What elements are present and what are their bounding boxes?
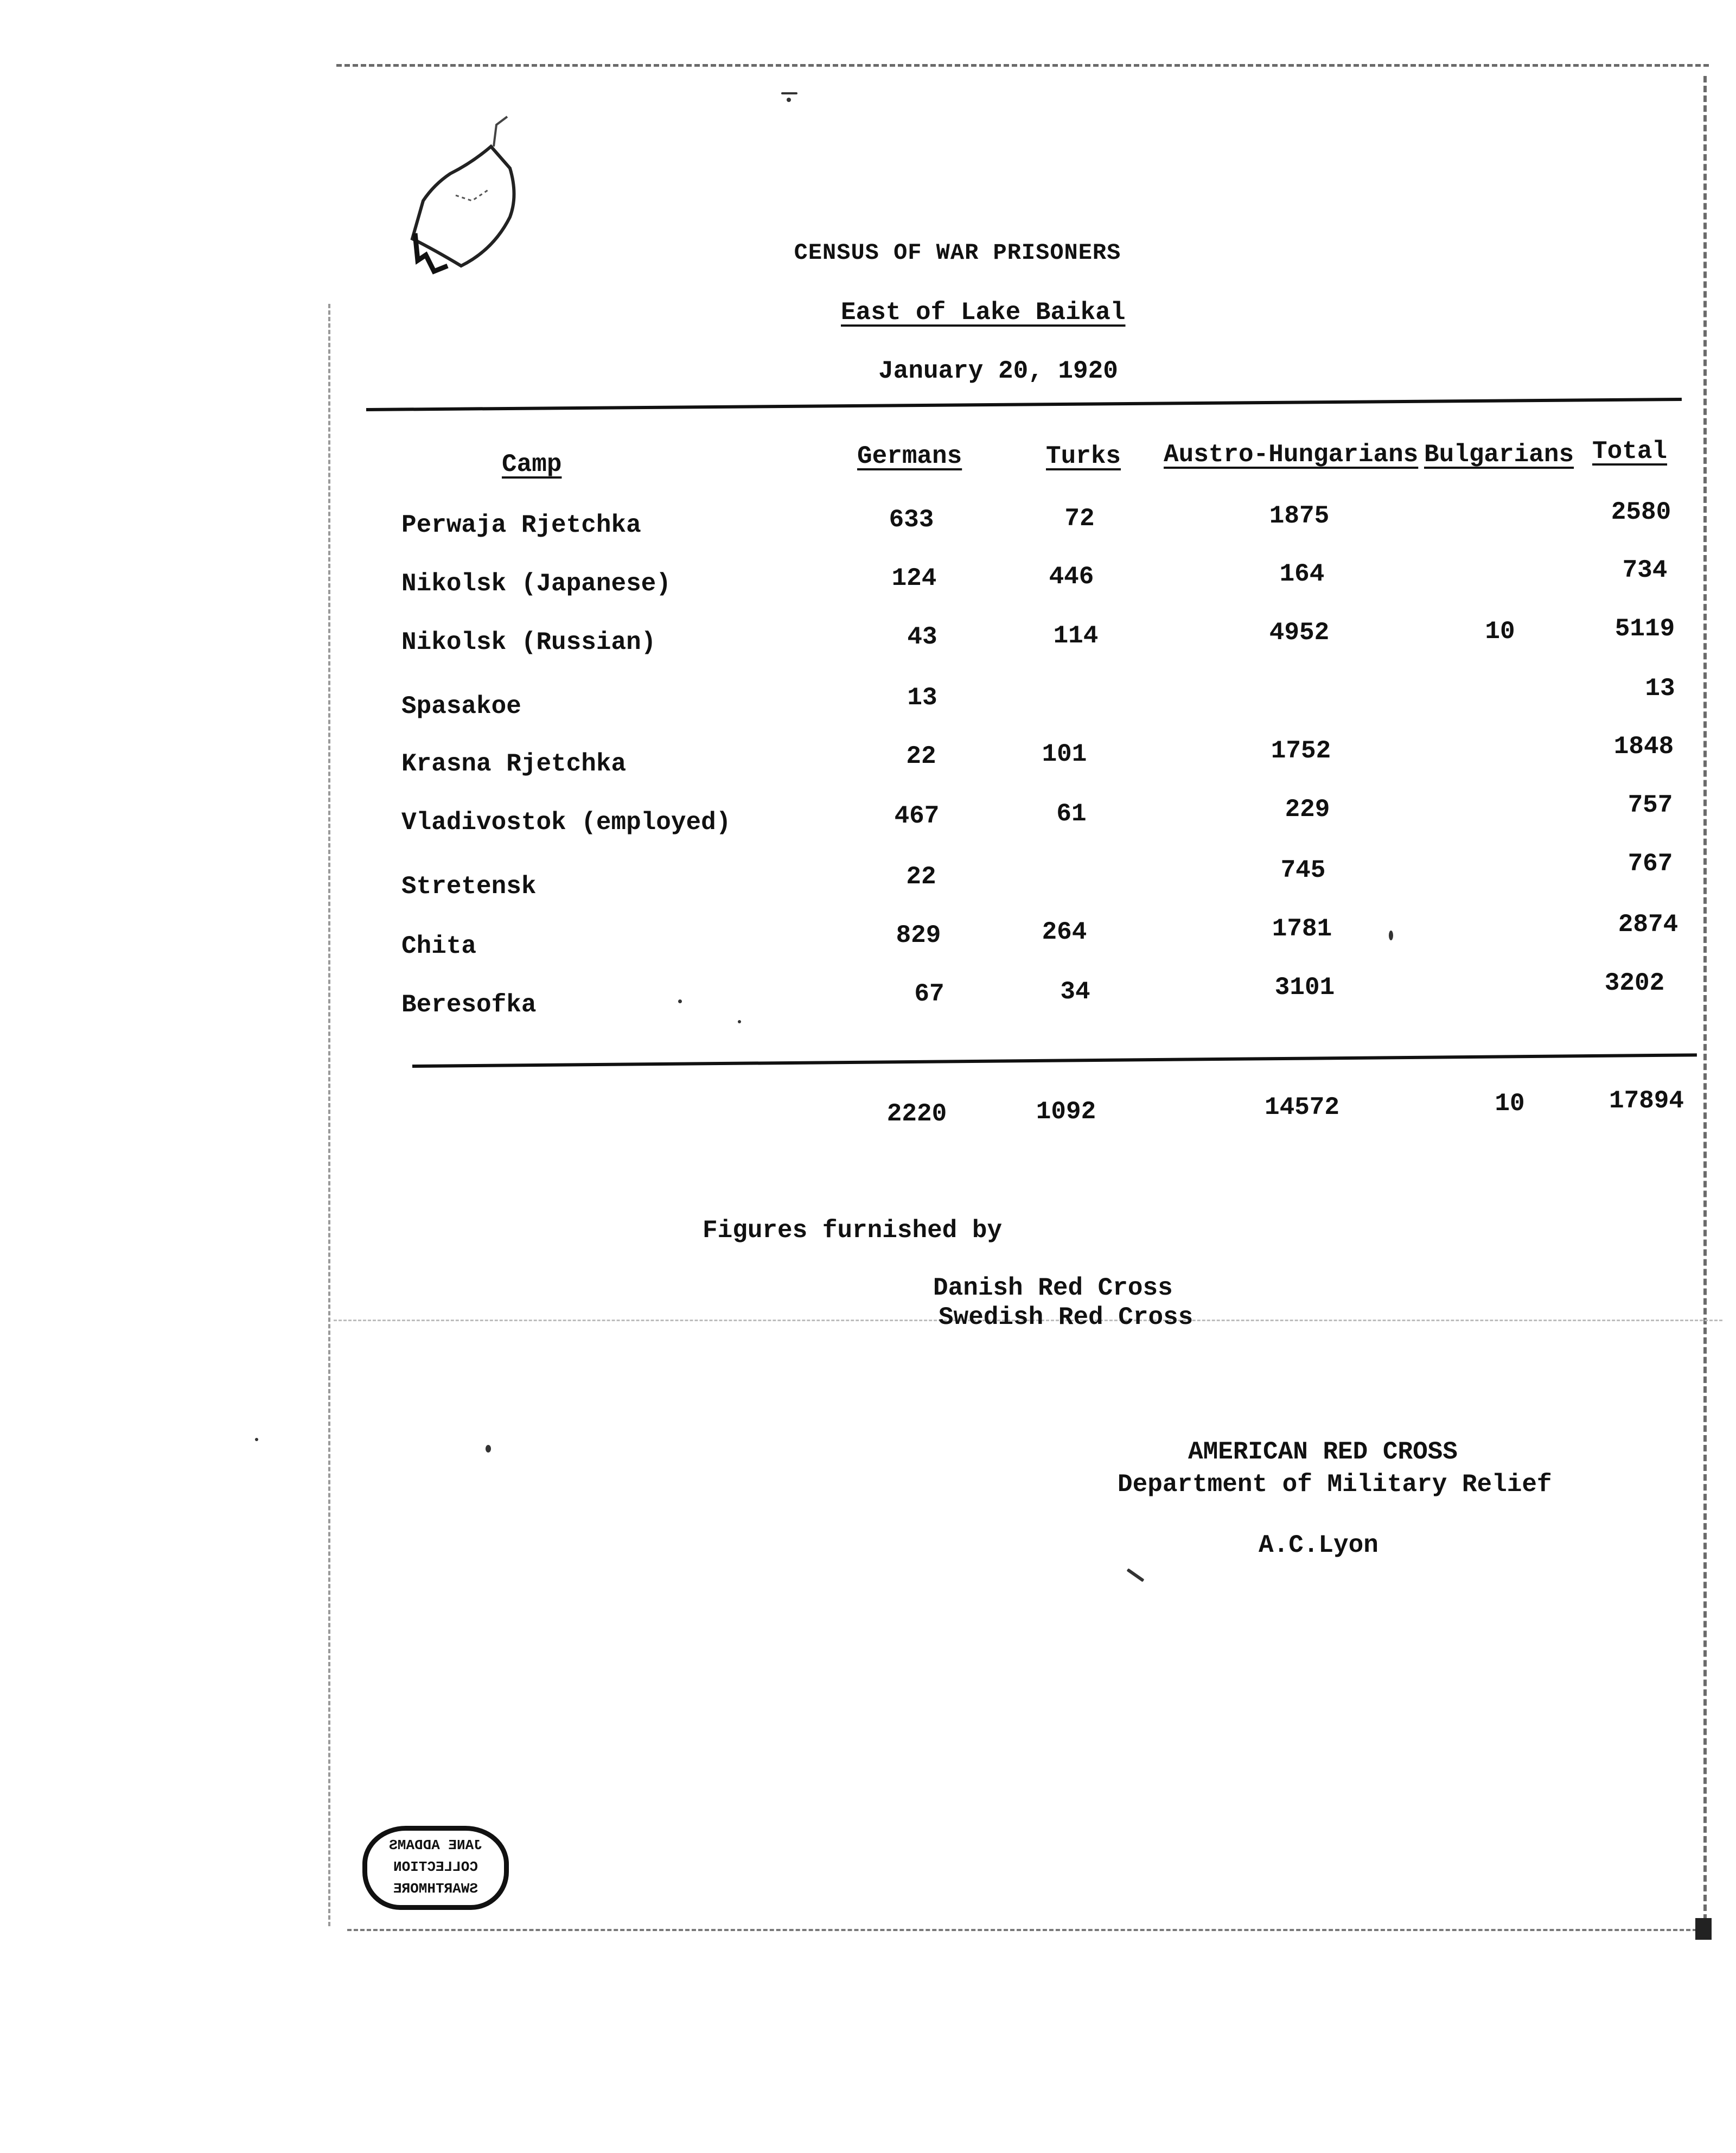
total-bulgarians: 10 [1495, 1090, 1525, 1118]
table-cell-turks: 114 [1053, 622, 1099, 650]
speck [486, 1445, 491, 1453]
table-cell-austro-hungarians: 1781 [1272, 915, 1332, 943]
speck [1127, 1568, 1145, 1582]
table-cell-austro-hungarians: 1875 [1269, 502, 1330, 530]
stamp-line: SWARTHMORE [393, 1881, 478, 1897]
table-cell-turks: 72 [1064, 505, 1095, 533]
table-cell-total: 2580 [1611, 498, 1671, 526]
table-cell-germans: 67 [914, 980, 944, 1008]
table-cell-total: 1848 [1613, 732, 1674, 761]
total-turks: 1092 [1036, 1098, 1096, 1126]
table-cell-turks: 101 [1042, 740, 1087, 768]
table-cell-turks: 61 [1056, 800, 1087, 828]
column-header-austro-hungarians: Austro-Hungarians [1164, 441, 1419, 469]
table-cell-total: 13 [1645, 674, 1675, 703]
speck [738, 1020, 741, 1023]
department-name: Department of Military Relief [1118, 1470, 1552, 1499]
corner-mark [1695, 1918, 1712, 1940]
page-edge-right [1703, 76, 1707, 1921]
table-cell-austro-hungarians: 229 [1285, 795, 1330, 824]
table-cell-germans: 633 [889, 506, 934, 534]
table-row-camp: Beresofka [401, 991, 537, 1019]
document-title: CENSUS OF WAR PRISONERS [794, 240, 1121, 266]
table-cell-total: 2874 [1618, 910, 1678, 939]
table-cell-austro-hungarians: 1752 [1271, 737, 1331, 765]
table-cell-germans: 43 [907, 623, 937, 651]
document-subtitle: East of Lake Baikal [841, 298, 1126, 327]
table-cell-total: 767 [1628, 850, 1673, 878]
table-total-rule [412, 1053, 1697, 1068]
table-cell-austro-hungarians: 4952 [1269, 619, 1330, 647]
table-cell-germans: 829 [896, 921, 941, 950]
speck [781, 92, 797, 94]
table-cell-total: 5119 [1614, 615, 1675, 643]
collection-stamp [362, 1826, 509, 1910]
table-cell-turks: 34 [1060, 978, 1090, 1006]
table-row-camp: Nikolsk (Japanese) [401, 570, 671, 598]
table-cell-austro-hungarians: 3101 [1274, 973, 1335, 1002]
table-cell-germans: 124 [891, 564, 937, 593]
page-edge-top [336, 64, 1709, 67]
table-cell-germans: 22 [906, 742, 936, 770]
table-cell-total: 757 [1628, 791, 1673, 819]
document-date: January 20, 1920 [878, 357, 1118, 385]
table-cell-austro-hungarians: 164 [1279, 560, 1325, 588]
table-row-camp: Stretensk [401, 872, 537, 901]
stamp-line: JANE ADDAMS [389, 1837, 482, 1853]
table-cell-germans: 467 [894, 802, 940, 830]
table-cell-turks: 264 [1042, 918, 1087, 946]
speck [678, 999, 682, 1003]
table-cell-total: 3202 [1604, 969, 1665, 997]
table-cell-bulgarians: 10 [1485, 617, 1515, 646]
speck [1389, 931, 1393, 940]
table-row-camp: Spasakoe [401, 692, 521, 721]
credit-source: Danish Red Cross [933, 1274, 1173, 1302]
table-row-camp: Vladivostok (employed) [401, 808, 731, 837]
column-header-germans: Germans [857, 442, 962, 470]
table-top-rule [366, 398, 1682, 411]
column-header-turks: Turks [1046, 442, 1121, 470]
speck [255, 1438, 258, 1441]
table-cell-germans: 13 [907, 684, 937, 712]
signer-name: A.C.Lyon [1259, 1531, 1378, 1559]
table-cell-total: 734 [1622, 556, 1668, 584]
credit-source: Swedish Red Cross [939, 1303, 1194, 1332]
total-austro-hungarians: 14572 [1264, 1093, 1340, 1122]
page-edge-bottom [347, 1929, 1703, 1931]
total-germans: 2220 [886, 1100, 947, 1128]
table-row-camp: Nikolsk (Russian) [401, 628, 656, 657]
credits-label: Figures furnished by [703, 1216, 1003, 1245]
column-header-bulgarians: Bulgarians [1424, 441, 1574, 469]
table-row-camp: Chita [401, 932, 477, 960]
column-header-total: Total [1592, 437, 1668, 466]
table-cell-germans: 22 [906, 863, 936, 891]
column-header-camp: Camp [502, 450, 562, 479]
table-row-camp: Krasna Rjetchka [401, 750, 627, 778]
speck [787, 98, 791, 102]
stamp-line: COLLECTION [393, 1859, 478, 1875]
page-edge-left [328, 304, 330, 1926]
table-cell-austro-hungarians: 745 [1280, 856, 1326, 884]
torn-corner-mark [401, 87, 548, 304]
table-row-camp: Perwaja Rjetchka [401, 511, 641, 539]
total-grand: 17894 [1609, 1087, 1684, 1115]
organization-name: AMERICAN RED CROSS [1188, 1438, 1458, 1466]
table-cell-turks: 446 [1049, 563, 1094, 591]
